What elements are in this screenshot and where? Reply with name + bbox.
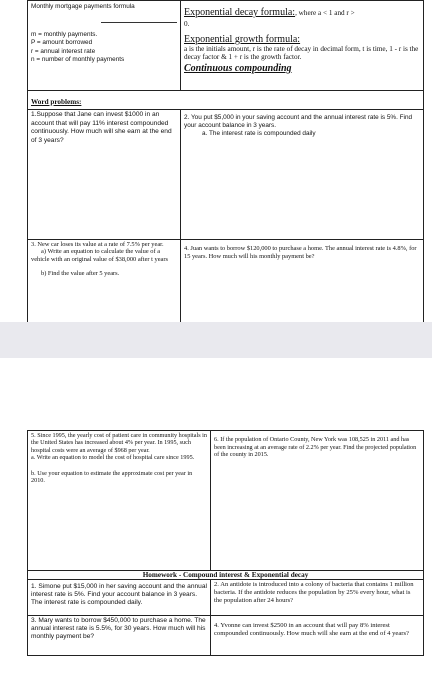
- worksheet-page-2: [27, 358, 423, 700]
- blank-top-area: [27, 358, 423, 430]
- exp-decay-zero: 0.: [184, 20, 190, 28]
- word-problems-row: [28, 91, 424, 110]
- hw1-text: 1. Simone put $15,000 in her saving account and the annual interest rate is 5%. Find your account balance in 3 years. The interest rate is compounded daily.: [31, 583, 207, 606]
- exp-growth-heading: Exponential growth formula:: [184, 33, 301, 45]
- q4-text: 4. Juan wants to borrow $120,000 to purchase a home. The annual interest rate is 4.8%, for 15 years. How much will his monthly payment be?: [184, 245, 417, 260]
- formula-definitions: [181, 1, 424, 91]
- hw2-cell: [211, 580, 424, 616]
- q3-text: 3. New car loses its value at a rate of 7.5% per year.: [31, 241, 164, 248]
- homework-title-row: [28, 571, 424, 580]
- var-m: m = monthly payments.: [31, 31, 98, 39]
- hw2-text: 2. An antidote is introduced into a colony of bacteria that contains 1 million bacteria. If the antidote reduces the population by 25% every hour, what is the population after 24 hours?: [214, 581, 414, 604]
- var-r: r = annual interest rate: [31, 47, 96, 55]
- q4-cell: [181, 240, 424, 330]
- var-n: n = number of monthly payments: [31, 55, 125, 63]
- q2-text: 2. You put $5,000 in your saving account and the annual interest rate is 5%. Find your account balance in 3 years.: [184, 114, 413, 130]
- q1-cell: [28, 110, 181, 240]
- formula-box-title: Monthly mortgage payments formula: [31, 3, 135, 10]
- q5a-text: a. Write an equation to model the cost of hospital care since 1995.: [31, 454, 195, 462]
- homework-title: Homework - Compound interest & Exponential decay: [142, 571, 309, 579]
- hw4-text: 4. Yvonne can invest $2500 in an account that will pay 8% interest compounded continuously. How much will she earn at the end of 4 years?: [214, 622, 409, 638]
- exp-decay-suffix: , where a < 1 and r >: [295, 9, 355, 17]
- worksheet-table-2: [27, 430, 424, 656]
- worksheet-page-1: [27, 0, 423, 322]
- exp-decay-heading: Exponential decay formula:: [184, 7, 296, 18]
- word-problems-label: Word problems:: [31, 98, 82, 106]
- q3b-text: b) Find the value after 5 years.: [41, 270, 120, 278]
- hw3-cell: [28, 616, 211, 656]
- formula-box: [28, 1, 181, 91]
- q2a-text: a. The interest rate is compounded daily: [202, 130, 316, 138]
- q6-cell: [211, 431, 424, 571]
- formula-blank-line: [101, 14, 177, 23]
- hw4-cell: [211, 616, 424, 656]
- page-gap: [0, 322, 432, 358]
- hw1-cell: [28, 580, 211, 616]
- worksheet-table-1: [27, 0, 424, 330]
- continuous-heading: Continuous compounding: [184, 62, 292, 74]
- q3a-text: a) Write an equation to calculate the value of a vehicle with an original value of $38,000 after t years: [31, 248, 168, 263]
- q5-text: 5. Since 1995, the yearly cost of patient care in community hospitals in the United States has increased about 4% per year. In 1995, such hospital costs were an average of $968 per year.: [31, 432, 207, 454]
- q3-cell: [28, 240, 181, 330]
- q6-text: 6. If the population of Ontario County, New York was 108,525 in 2011 and has been increasing at an average rate of 2.2% per year. Find the projected population of the county in 2015.: [214, 436, 417, 459]
- q5-cell: [28, 431, 211, 571]
- exp-growth-desc: a is the initials amount, r is the rate of decay in decimal form, t is time, 1 - r is the decay factor & 1 + r is the growth factor.: [184, 44, 419, 62]
- q1-text: 1.Suppose that Jane can invest $1000 in an account that will pay 11% interest compounded continuously. How much will she earn at the end of 3 years?: [31, 111, 172, 144]
- q2-cell: [181, 110, 424, 240]
- var-p: P = amount borrowed: [31, 39, 93, 47]
- hw3-text: 3. Mary wants to borrow $450,000 to purchase a home. The annual interest rate is 5.5%, for 30 years. How much will his monthly payment be?: [31, 617, 206, 641]
- q5b-text: b. Use your equation to estimate the approximate cost per year in 2010.: [31, 469, 193, 485]
